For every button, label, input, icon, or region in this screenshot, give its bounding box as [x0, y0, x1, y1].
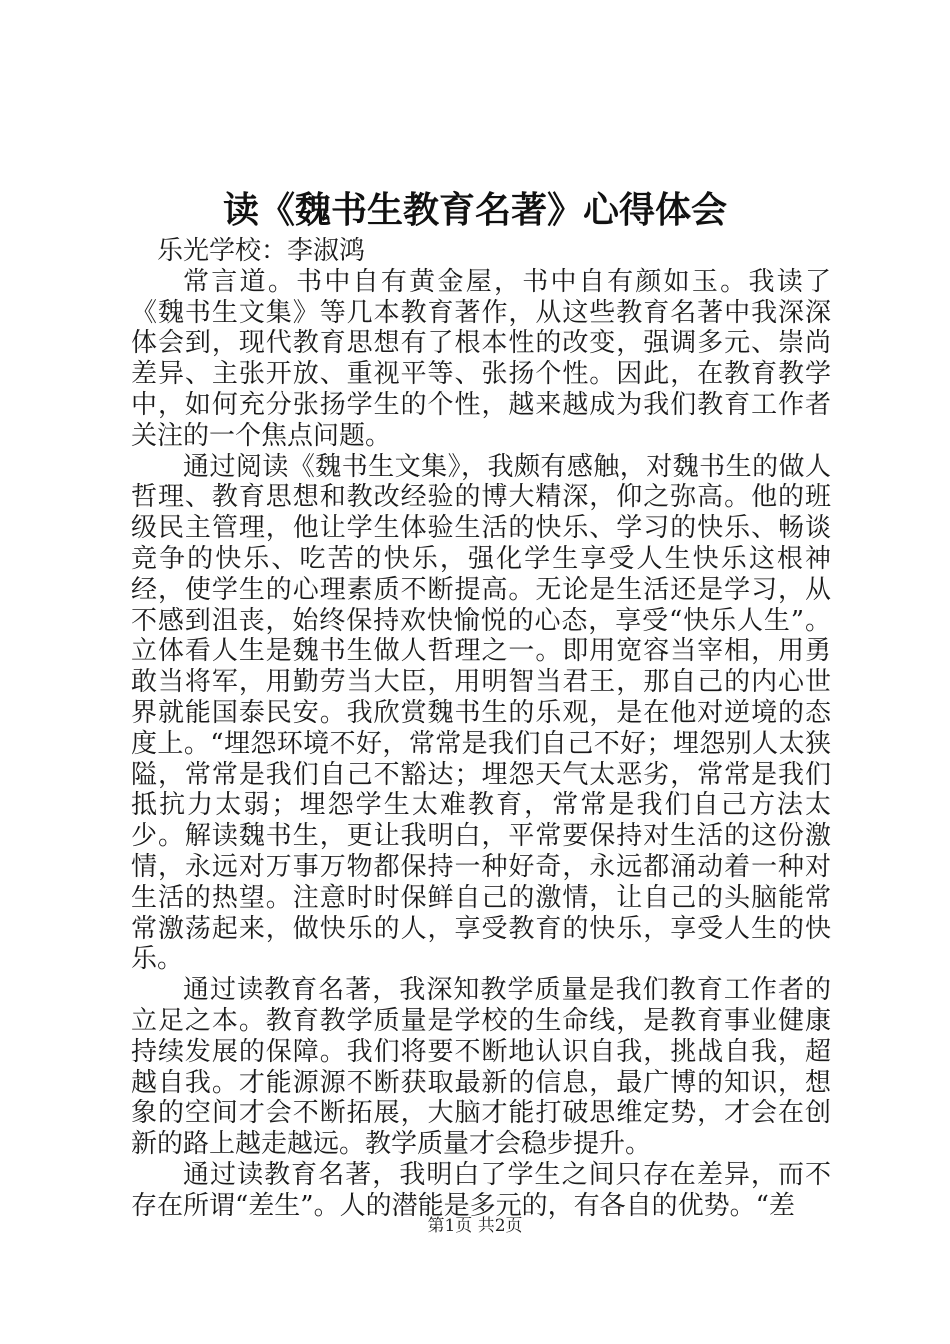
paragraph: 通过读教育名著，我明白了学生之间只存在差异，而不存在所谓“差生”。人的潜能是多元的，有各自的优势。“差: [131, 1159, 831, 1221]
paragraph: 通过读教育名著，我深知教学质量是我们教育工作者的立足之本。教育教学质量是学校的生命线，是教育事业健康持续发展的保障。我们将要不断地认识自我，挑战自我，超越自我。才能源源不断获取最新的信息，最广博的知识，想象的空间才会不断拓展，大脑才能打破思维定势，才会在创新的路上越走越远。教学质量才会稳步提升。: [131, 975, 831, 1160]
author-line: 乐光学校：李淑鸿: [157, 236, 366, 266]
document-title: 读《魏书生教育名著》心得体会: [222, 189, 727, 231]
paragraph: 通过阅读《魏书生文集》，我颇有感触，对魏书生的做人哲理、教育思想和教改经验的博大精深，仰之弥高。他的班级民主管理，他让学生体验生活的快乐、学习的快乐、畅谈竞争的快乐、吃苦的快乐，强化学生享受人生快乐这根神经，使学生的心理素质不断提高。无论是生活还是学习，从不感到沮丧，始终保持欢快愉悦的心态，享受“快乐人生”。立体看人生是魏书生做人哲理之一。即用宽容当宰相，用勇敢当将军，用勤劳当大臣，用明智当君王，那自己的内心世界就能国泰民安。我欣赏魏书生的乐观，是在他对逆境的态度上。“埋怨环境不好，常常是我们自己不好；埋怨别人太狭隘，常常是我们自己不豁达；埋怨天气太恶劣，常常是我们抵抗力太弱；埋怨学生太难教育，常常是我们自己方法太少。解读魏书生，更让我明白，平常要保持对生活的这份激情，永远对万事万物都保持一种好奇，永远都涌动着一种对生活的热望。注意时时保鲜自己的激情，让自己的头脑能常常激荡起来，做快乐的人，享受教育的快乐，享受人生的快乐。: [131, 451, 831, 975]
page-footer: [0, 1214, 950, 1238]
page-number: 第1页 共2页: [427, 1216, 523, 1236]
document-body: [131, 236, 831, 1222]
paragraph: 常言道。书中自有黄金屋，书中自有颜如玉。我读了《魏书生文集》等几本教育著作，从这些教育名著中我深深体会到，现代教育思想有了根本性的改变，强调多元、崇尚差异、主张开放、重视平等、张扬个性。因此，在教育教学中，如何充分张扬学生的个性，越来越成为我们教育工作者关注的一个焦点问题。: [131, 266, 831, 451]
